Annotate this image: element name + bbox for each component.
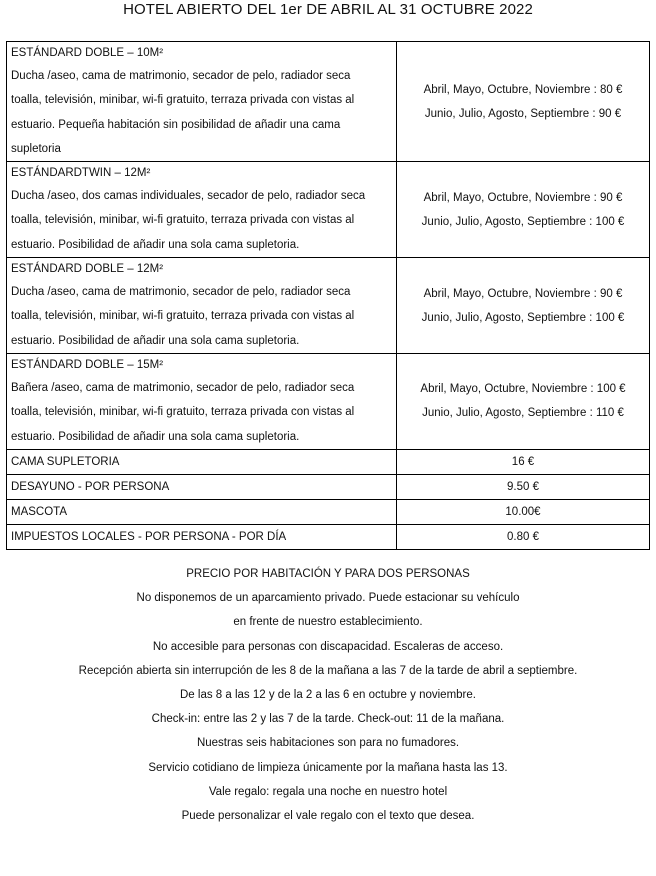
extra-row	[7, 449, 650, 474]
room-feature-line: estuario. Pequeña habitación sin posibilidad de añadir una cama	[11, 118, 341, 131]
note-line: PRECIO POR HABITACIÓN Y PARA DOS PERSONAS	[186, 568, 470, 580]
note-line: Vale regalo: regala una noche en nuestro hotel	[208, 785, 448, 798]
page-title: HOTEL ABIERTO DEL 1er DE ABRIL AL 31 OCTUBRE 2022	[123, 1, 533, 18]
extra-row	[7, 499, 650, 524]
extra-price: 10.00€	[397, 499, 650, 524]
price-low-season: Abril, Mayo, Octubre, Noviembre : 80 €	[423, 83, 623, 96]
room-feature-line: estuario. Posibilidad de añadir una sola cama supletoria.	[11, 430, 300, 443]
price-high-season: Junio, Julio, Agosto, Septiembre : 90 €	[424, 107, 622, 120]
note-line: en frente de nuestro establecimiento.	[233, 616, 423, 629]
note-line: Recepción abierta sin interrupción de les 8 de la mañana a las 7 de la tarde de abril a septiembre.	[78, 664, 578, 677]
note-line: No disponemos de un aparcamiento privado. Puede estacionar su vehículo	[136, 592, 520, 605]
extra-price: 16 €	[397, 449, 650, 474]
extra-label: CAMA SUPLETORIA	[7, 449, 397, 474]
room-row	[7, 42, 650, 162]
room-description	[7, 353, 397, 449]
price-low-season: Abril, Mayo, Octubre, Noviembre : 90 €	[423, 287, 623, 300]
room-feature-line: supletoria	[11, 142, 61, 155]
price-high-season: Junio, Julio, Agosto, Septiembre : 100 €	[421, 215, 625, 228]
price-low-season: Abril, Mayo, Octubre, Noviembre : 90 €	[423, 191, 623, 204]
extra-price: 0.80 €	[397, 524, 650, 549]
room-feature-line: toalla, televisión, minibar, wi-fi gratuito, terraza privada con vistas al	[11, 214, 355, 227]
price-table	[6, 41, 650, 550]
extra-price: 9.50 €	[397, 474, 650, 499]
room-row	[7, 258, 650, 354]
note-line: Check-in: entre las 2 y las 7 de la tarde. Check-out: 11 de la mañana.	[151, 713, 505, 726]
room-feature-line: toalla, televisión, minibar, wi-fi gratuito, terraza privada con vistas al	[11, 310, 355, 323]
room-prices	[397, 42, 650, 162]
room-name: ESTÁNDARD DOBLE – 10M²	[11, 47, 164, 59]
room-prices	[397, 162, 650, 258]
note-line: De las 8 a las 12 y de la 2 a las 6 en octubre y noviembre.	[180, 689, 476, 702]
extra-label: MASCOTA	[7, 499, 397, 524]
room-prices	[397, 353, 650, 449]
room-feature-line: Ducha /aseo, cama de matrimonio, secador de pelo, radiador seca	[11, 70, 351, 82]
room-feature-line: estuario. Posibilidad de añadir una sola cama supletoria.	[11, 334, 300, 347]
note-line: No accesible para personas con discapacidad. Escaleras de acceso.	[152, 640, 504, 653]
room-row	[7, 162, 650, 258]
room-name: ESTÁNDARD DOBLE – 15M²	[11, 358, 164, 371]
room-row	[7, 353, 650, 449]
extra-label: IMPUESTOS LOCALES - POR PERSONA - POR DÍA	[7, 524, 397, 549]
price-high-season: Junio, Julio, Agosto, Septiembre : 110 €	[422, 407, 624, 420]
extra-row	[7, 474, 650, 499]
room-feature-line: toalla, televisión, minibar, wi-fi gratuito, terraza privada con vistas al	[11, 94, 355, 107]
room-feature-line: toalla, televisión, minibar, wi-fi gratuito, terraza privada con vistas al	[11, 406, 355, 419]
room-name: ESTÁNDARDTWIN – 12M²	[11, 167, 151, 180]
room-description	[7, 162, 397, 258]
price-high-season: Junio, Julio, Agosto, Septiembre : 100 €	[421, 311, 625, 324]
price-low-season: Abril, Mayo, Octubre, Noviembre : 100 €	[420, 383, 626, 396]
extra-label: DESAYUNO - POR PERSONA	[7, 474, 397, 499]
extra-row	[7, 524, 650, 549]
note-line: Servicio cotidiano de limpieza únicamente por la mañana hasta las 13.	[148, 761, 508, 774]
room-description	[7, 258, 397, 354]
note-line: Nuestras seis habitaciones son para no fumadores.	[196, 737, 460, 750]
room-feature-line: Bañera /aseo, cama de matrimonio, secador de pelo, radiador seca	[11, 381, 355, 394]
note-line: Puede personalizar el vale regalo con el texto que desea.	[181, 810, 475, 823]
room-feature-line: Ducha /aseo, cama de matrimonio, secador de pelo, radiador seca	[11, 286, 351, 299]
room-prices	[397, 258, 650, 354]
room-feature-line: estuario. Posibilidad de añadir una sola cama supletoria.	[11, 238, 300, 251]
room-description	[7, 42, 397, 162]
room-name: ESTÁNDARD DOBLE – 12M²	[11, 263, 164, 276]
room-feature-line: Ducha /aseo, dos camas individuales, secador de pelo, radiador seca	[11, 190, 366, 203]
hotel-notes	[0, 562, 656, 828]
